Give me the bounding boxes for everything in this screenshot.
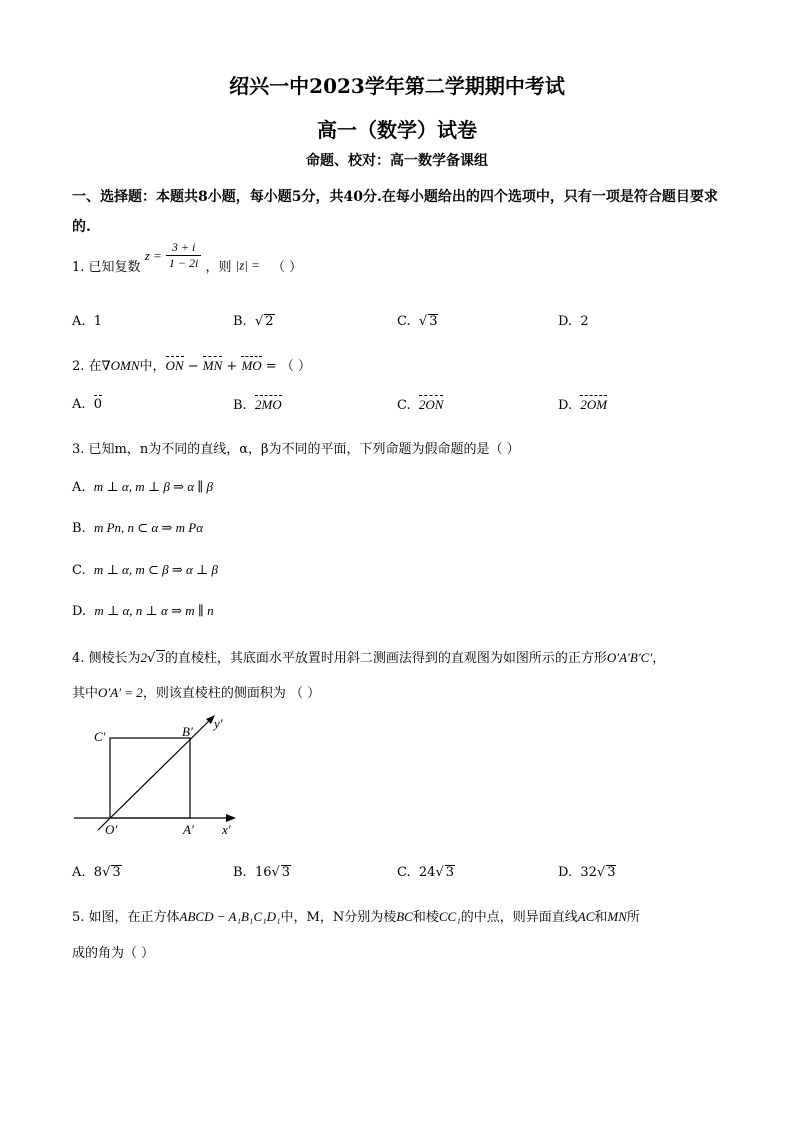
sqrt-sign-icon: √: [271, 865, 280, 880]
q2-vector-mn: MN: [202, 358, 223, 373]
q2-triangle: ∇OMN: [101, 358, 140, 373]
q1-denominator: 1 − 2i: [166, 255, 201, 271]
option-label: D.: [72, 604, 87, 619]
sqrt-sign-icon: √: [147, 651, 156, 666]
q4-option-c: [397, 865, 455, 880]
option-label: C.: [397, 398, 411, 413]
option-radicand: 3: [112, 865, 121, 880]
q4-radicand: 3: [157, 650, 164, 665]
q5-cube: ABCD − A₁B₁C₁D₁: [179, 909, 281, 924]
y-axis: [98, 718, 212, 830]
q5-bc: BC: [396, 909, 413, 924]
sqrt-sign-icon: √: [435, 865, 444, 880]
option-value: m Pn, n ⊂ α ⇒ m Pα: [93, 520, 204, 535]
option-label: A.: [72, 314, 86, 329]
q4-line2a: 其中: [72, 686, 99, 701]
q5-mn: MN: [607, 909, 627, 924]
q3-option-b: [72, 520, 203, 536]
q5-ac: AC: [577, 909, 595, 924]
option-value: 1: [93, 314, 103, 329]
exam-school-title: 绍兴一中2023学年第二学期期中考试: [229, 74, 565, 98]
label-o: O′: [105, 822, 118, 837]
option-value: m ⊥ α, m ⊂ β ⇒ α ⊥ β: [93, 562, 218, 577]
option-value: m ⊥ α, m ⊥ β ⇒ α ∥ β: [93, 479, 214, 494]
q4-line1b: 的直棱柱，其底面水平放置时用斜二测画法得到的直观图为如图所示的正方形: [164, 651, 607, 666]
q1-fraction: [166, 240, 201, 271]
option-label: A.: [72, 865, 86, 880]
q1-option-a: [72, 314, 102, 329]
q1-z: z =: [144, 247, 162, 263]
question-4-line-1: 4. 侧棱长为2√ 3的直棱柱，其底面水平放置时用斜二测画法得到的直观图为如图所示的正方形O′A′B′C′，: [72, 650, 666, 666]
option-radicand: 3: [445, 865, 455, 880]
q2-option-c: [397, 397, 443, 413]
option-radicand: 3: [281, 865, 291, 880]
option-label: C.: [397, 314, 411, 329]
q2-minus: −: [183, 359, 203, 374]
q2-mid: 中，: [139, 359, 166, 374]
q3-option-c: [72, 562, 218, 578]
question-1: [72, 240, 303, 281]
option-radicand: 3: [607, 865, 616, 880]
label-a: A′: [183, 822, 194, 837]
option-value: 2OM: [580, 397, 608, 412]
option-label: D.: [558, 398, 573, 413]
label-b: B′: [182, 724, 193, 739]
q4-line1a: 4. 侧棱长为: [72, 651, 141, 666]
q4-figure: [68, 712, 248, 842]
option-label: C.: [72, 563, 86, 578]
option-label: D.: [558, 865, 573, 880]
q2-prefix: 2. 在: [72, 359, 102, 374]
option-value: m ⊥ α, n ⊥ α ⇒ m ∥ n: [94, 603, 214, 618]
label-x: x′: [222, 822, 231, 837]
q5-line1b: 中，M，N分别为棱: [280, 910, 397, 925]
option-value: 3: [429, 314, 438, 329]
q5-line1a: 5. 如图，在正方体: [72, 910, 180, 925]
q5-line1c: 的中点，则异面直线: [460, 910, 578, 925]
q1-abs: |z| =: [235, 257, 260, 273]
q4-two: 2: [140, 650, 148, 665]
sqrt-sign-icon: √: [418, 314, 428, 329]
question-4-line-2: [72, 682, 320, 701]
q3-option-d: [72, 603, 214, 619]
q3-option-a: [72, 479, 213, 495]
q1-blank: （ ）: [272, 260, 303, 275]
x-axis-arrow-icon: [226, 814, 236, 822]
q2-blank: （ ）: [280, 359, 311, 374]
sqrt-sign-icon: √: [596, 865, 606, 880]
option-value: 2MO: [254, 397, 282, 412]
q5-line1d: 所: [626, 910, 640, 925]
sqrt-sign-icon: √: [254, 314, 264, 329]
sqrt-sign-icon: √: [102, 865, 111, 880]
q2-option-d: [558, 397, 607, 413]
q4-line2b: ，则该直棱柱的侧面积为 （ ）: [142, 686, 321, 701]
exam-subject-title: 高一（数学）试卷: [317, 118, 477, 142]
label-c: C′: [94, 729, 106, 744]
option-label: B.: [233, 865, 247, 880]
option-value: 2: [265, 314, 274, 329]
label-y: y′: [214, 716, 223, 731]
q4-option-d: [558, 865, 616, 880]
option-value: 2: [580, 314, 589, 329]
q2-vector-on: ON: [165, 358, 184, 373]
q2-plus: +: [222, 359, 242, 374]
option-coef: 24: [418, 865, 436, 880]
q2-eq: =: [261, 359, 281, 374]
question-2: [72, 355, 311, 374]
option-label: D.: [558, 314, 573, 329]
question-5-line-1: [72, 906, 640, 925]
option-label: A.: [72, 397, 86, 412]
option-value: 2ON: [418, 397, 444, 412]
q5-and: 和棱: [412, 910, 439, 925]
q4-option-b: [233, 865, 291, 880]
option-value: 0: [93, 397, 103, 412]
q1-numerator: 3 + i: [171, 240, 196, 254]
option-coef: 16: [254, 865, 272, 880]
q4-equation: O′A′ = 2: [98, 685, 143, 700]
q1-option-c: [397, 314, 438, 329]
option-coef: 32: [580, 865, 597, 880]
q2-vector-mo: MO: [241, 358, 262, 373]
option-label: B.: [233, 398, 247, 413]
option-label: B.: [233, 314, 247, 329]
q1-prefix: 1. 已知复数: [72, 260, 141, 275]
section-heading: 一、选择题：本题共8小题，每小题5分，共40分.在每小题给出的四个选项中，只有一项是符合题目要求的.: [72, 189, 718, 235]
q2-option-b: [233, 397, 282, 413]
option-label: A.: [72, 480, 86, 495]
question-5-line-2: 成的角为（ ）: [72, 946, 155, 961]
q4-square: O′A′B′C′: [606, 650, 653, 665]
q5-cc: CC₁: [438, 909, 461, 924]
q4-option-a: [72, 865, 122, 880]
question-3: 3. 已知m，n为不同的直线，α，β为不同的平面，下列命题为假命题的是（ ）: [72, 442, 520, 457]
q1-option-b: [233, 314, 275, 329]
exam-byline: 命题、校对：高一数学备课组: [306, 153, 488, 169]
q1-option-d: [558, 314, 589, 329]
q1-mid: ，则: [205, 260, 232, 275]
option-coef: 8: [93, 865, 103, 880]
option-label: C.: [397, 865, 411, 880]
option-label: B.: [72, 521, 86, 536]
q5-and2: 和: [594, 910, 608, 925]
q2-option-a: [72, 397, 102, 412]
